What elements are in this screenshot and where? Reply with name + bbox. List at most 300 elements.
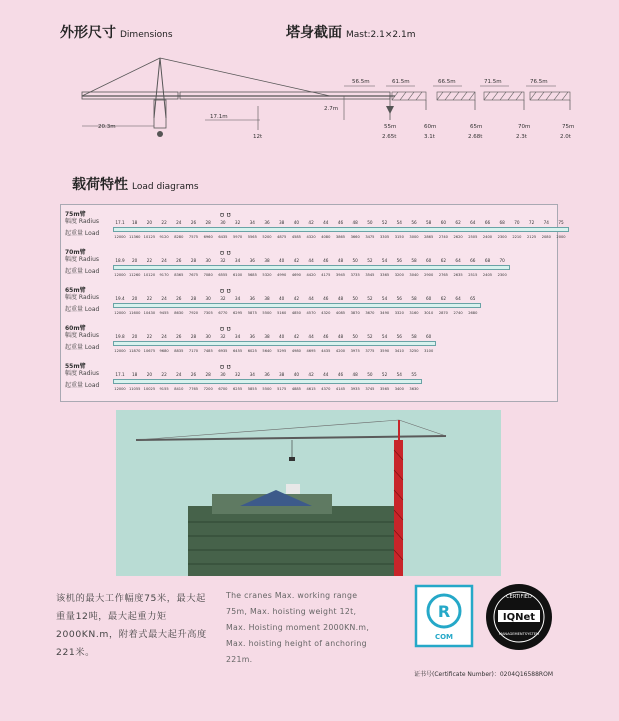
load-value: 11870 [128,349,141,353]
load-value: 2680 [468,311,478,315]
load-value: 3670 [365,311,375,315]
radius-value: 62 [455,220,461,225]
load-value: 11055 [128,387,141,391]
load-value: 5295 [277,349,287,353]
radius-label: 幅度 Radius [65,256,100,263]
load-value: 2400 [482,235,493,239]
radius-value: 28 [205,372,211,377]
load-value: 11600 [128,311,141,315]
load-value: 2635 [453,273,463,277]
radius-value: 46 [337,372,344,377]
radius-value: 24 [176,372,182,377]
load-value: 3545 [365,273,375,277]
radius-value: 38 [279,220,285,225]
dimensions-drawing [0,48,619,158]
segment-tip-2: 2.68t [468,134,483,140]
load-value: 9170 [159,273,169,277]
radius-value: 44 [308,334,314,339]
load-value: 7675 [188,273,199,277]
radius-value: 54 [396,372,402,377]
load-value: 9680 [159,349,169,353]
radius-value: 36 [249,334,255,339]
radius-value: 66 [484,220,491,225]
load-value: 10675 [143,349,156,353]
segment-len-0: 56.5m [352,79,370,85]
load-value: 3160 [409,311,419,315]
radius-value: 54 [381,258,388,263]
load-value: 7080 [203,273,213,277]
hook-icon: ʊ ʊ [219,325,231,333]
segment-len-1: 61.5m [392,79,410,85]
segment-tip-3: 2.3t [516,134,527,140]
radius-value: 54 [381,334,388,339]
radius-value: 18 [132,220,138,225]
radius-value: 36 [249,258,255,263]
radius-value: 58 [411,334,417,339]
segment-label-4: 75m [562,124,575,130]
svg-text:COM: COM [434,633,454,641]
load-value: 3490 [380,311,390,315]
load-value: 2870 [438,311,448,315]
load-value: 12000 [114,273,126,277]
radius-value: 28 [190,258,197,263]
load-value: 5970 [233,235,243,239]
hook-icon: ʊ ʊ [219,287,231,295]
radius-value: 34 [234,296,241,301]
load-value: 4200 [335,349,346,353]
load-value: 3475 [365,235,375,239]
load-value: 3250 [409,349,419,353]
jib-section-length: 17.1m [210,114,228,120]
load-value: 2300 [497,273,507,277]
radius-value: 56 [396,296,402,301]
load-value: 3305 [380,235,390,239]
radius-value: 40 [279,334,285,339]
radius-value: 30 [205,296,211,301]
load-value: 2210 [512,235,522,239]
radius-value: 64 [455,296,461,301]
counter-jib-length: 20.3m [98,124,116,130]
radius-value: 38 [264,258,270,263]
load-value: 5500 [262,311,272,315]
radius-value: 20 [146,372,153,377]
radius-value: 40 [279,296,285,301]
load-value: 2865 [424,235,434,239]
radius-value: 68 [499,220,505,225]
load-value: 6555 [218,273,228,277]
load-value: 12000 [114,311,126,315]
load-bar [113,341,436,346]
load-value: 10025 [143,387,156,391]
radius-value: 55 [411,372,417,377]
load-value: 6935 [218,349,228,353]
load-value: 2125 [527,235,537,239]
load-value: 6960 [203,235,213,239]
segment-len-2: 66.5m [438,79,456,85]
load-value: 7170 [188,349,199,353]
load-value: 3150 [394,235,404,239]
radius-value: 26 [190,372,197,377]
segment-tip-0: 2.65t [382,134,397,140]
radius-value: 30 [220,220,226,225]
radius-value: 62 [440,258,447,263]
load-heading-cn: 载荷特性 [72,177,128,193]
load-value: 7200 [203,387,213,391]
radius-value: 48 [337,258,344,263]
radius-value: 18 [132,372,138,377]
radius-value: 32 [234,220,241,225]
radius-value: 28 [190,296,197,301]
radius-value: 46 [337,220,344,225]
hook-icon: ʊ ʊ [219,211,231,219]
load-value: 7485 [203,349,213,353]
radius-value: 54 [396,220,402,225]
height-label: 2.7m [324,106,339,112]
load-value: 2740 [438,235,448,239]
radius-value: 68 [484,258,491,263]
load-value: 3000 [409,235,419,239]
load-value: 2620 [453,235,463,239]
load-value: 3100 [424,349,434,353]
description-english: The cranes Max. working range 75m, Max. hoisting weight 12t, Max. Hoisting moment 2000KN.m, Max. hoisting height of anchoring 221m. [226,591,370,664]
radius-value: 64 [455,258,461,263]
load-value: 8630 [174,311,184,315]
load-value: 6435 [218,235,228,239]
radius-value: 20 [132,296,138,301]
load-heading-en: Load diagrams [132,182,199,192]
load-value: 9120 [159,235,169,239]
load-value: 6100 [233,273,243,277]
radius-value: 17.1 [115,372,125,377]
load-bar [113,227,569,232]
load-value: 2900 [424,273,434,277]
radius-value: 22 [146,296,153,301]
radius-value: 54 [381,296,388,301]
load-value: 5320 [262,273,272,277]
radius-value: 44 [308,296,314,301]
radius-value: 42 [308,372,314,377]
radius-value: 50 [352,258,358,263]
radius-value: 65 [470,296,476,301]
radius-value: 60 [426,258,432,263]
load-label: 起重量 Load [65,344,100,351]
load-value: 2505 [468,235,478,239]
load-value: 9455 [159,311,169,315]
load-block-name: 70m臂 [65,249,86,256]
load-label: 起重量 Load [65,382,100,389]
radius-value: 32 [220,258,226,263]
radius-value: 60 [426,334,432,339]
load-value: 4615 [306,387,316,391]
radius-value: 52 [381,220,388,225]
load-value: 3010 [424,311,434,315]
load-bar [113,265,510,270]
load-value: 5175 [277,387,287,391]
load-value: 4080 [321,235,331,239]
radius-value: 52 [367,296,373,301]
radius-value: 20 [146,220,153,225]
load-block-name: 75m臂 [65,211,86,218]
load-value: 10120 [143,273,156,277]
load-value: 6770 [218,311,228,315]
certificate-number: 证书号(Certificate Number)：0204Q16588ROM [414,671,554,678]
load-value: 6700 [218,387,228,391]
load-label: 起重量 Load [65,268,100,275]
radius-label: 幅度 Radius [65,294,100,301]
load-value: 3975 [350,349,360,353]
dimensions-heading [60,22,173,42]
load-value: 6455 [233,349,243,353]
segment-tip-1: 3.1t [424,134,435,140]
iqnet-badge [484,582,554,652]
load-value: 5685 [247,273,257,277]
radius-value: 30 [205,258,211,263]
radius-value: 56 [396,258,402,263]
radius-value: 17.1 [115,220,125,225]
radius-value: 48 [352,372,358,377]
radius-value: 64 [470,220,476,225]
load-value: 3630 [409,387,419,391]
radius-value: 26 [176,334,182,339]
load-value: 4145 [335,387,346,391]
radius-value: 28 [190,334,197,339]
load-value: 4690 [291,273,301,277]
load-value: 3865 [335,235,346,239]
radius-label: 幅度 Radius [65,332,100,339]
load-value: 3935 [350,387,360,391]
radius-value: 20 [132,258,138,263]
load-value: 2405 [482,273,493,277]
radius-value: 70 [499,258,505,263]
radius-value: 19.8 [115,334,125,339]
load-value: 3775 [365,349,375,353]
load-value: 4990 [277,273,287,277]
radius-value: 34 [249,372,255,377]
radius-value: 50 [367,372,373,377]
load-value: 4585 [291,235,301,239]
rcom-caption [424,654,426,660]
load-diagram-table [60,204,566,402]
load-block-name: 65m臂 [65,287,86,294]
radius-value: 26 [176,296,182,301]
radius-value: 58 [411,258,417,263]
radius-value: 58 [411,296,417,301]
load-value: 3400 [394,387,404,391]
radius-value: 50 [352,296,358,301]
radius-value: 48 [337,334,344,339]
radius-value: 52 [367,258,373,263]
load-value: 8410 [174,387,184,391]
load-value: 5875 [247,311,257,315]
radius-value: 46 [323,334,329,339]
load-value: 5565 [247,235,257,239]
radius-value: 50 [352,334,358,339]
segment-label-2: 65m [470,124,483,130]
load-block-name: 55m臂 [65,363,86,370]
radius-value: 30 [205,334,211,339]
weight-label: 12t [253,134,263,140]
radius-value: 26 [176,258,182,263]
load-value: 3365 [380,273,390,277]
radius-value: 44 [323,220,329,225]
load-bar [113,303,481,308]
radius-value: 74 [543,220,549,225]
load-value: 3660 [350,235,360,239]
load-heading [72,174,199,194]
load-value: 8280 [174,235,184,239]
radius-value: 40 [293,220,300,225]
radius-value: 72 [528,220,535,225]
load-value: 8365 [174,273,184,277]
radius-value: 34 [234,334,241,339]
radius-value: 42 [293,296,300,301]
load-value: 4085 [335,311,346,315]
load-value: 6255 [233,387,243,391]
load-value: 9155 [159,387,169,391]
load-value: 4850 [291,311,301,315]
load-value: 6295 [233,311,243,315]
radius-value: 32 [234,372,241,377]
load-value: 7575 [188,235,199,239]
radius-value: 44 [308,258,314,263]
load-value: 2765 [438,273,448,277]
radius-value: 52 [367,334,373,339]
radius-value: 34 [249,220,255,225]
load-value: 4175 [321,273,331,277]
load-value: 4435 [321,349,331,353]
hook-icon: ʊ ʊ [219,249,231,257]
radius-value: 22 [146,334,153,339]
segment-tip-4: 2.0t [560,134,571,140]
radius-value: 50 [367,220,373,225]
radius-value: 44 [323,372,329,377]
load-value: 10430 [143,311,156,315]
radius-value: 46 [323,296,329,301]
radius-label: 幅度 Radius [65,218,100,225]
load-value: 11360 [128,235,141,239]
load-label: 起重量 Load [65,306,100,313]
load-value: 3320 [394,311,404,315]
load-value: 4570 [306,311,316,315]
radius-value: 58 [426,220,432,225]
radius-value: 60 [440,220,447,225]
radius-value: 70 [514,220,520,225]
radius-value: 22 [146,258,153,263]
radius-value: 36 [264,220,270,225]
radius-value: 38 [264,334,270,339]
radius-value: 52 [381,372,388,377]
radius-value: 42 [308,220,314,225]
hook-icon: ʊ ʊ [219,363,231,371]
radius-value: 22 [161,220,167,225]
load-value: 12000 [114,235,126,239]
load-value: 6025 [247,349,257,353]
segment-label-0: 55m [384,124,397,130]
load-value: 3200 [394,273,404,277]
load-value: 3410 [394,349,404,353]
load-value: 2000 [556,235,566,239]
segment-label-3: 70m [518,124,531,130]
load-value: 4695 [306,349,316,353]
load-value: 3040 [409,273,419,277]
load-value: 4320 [306,235,316,239]
mast-heading-cn: 塔身截面 [286,25,342,41]
dimensions-heading-en: Dimensions [120,30,173,40]
radius-value: 19.4 [115,296,125,301]
load-value: 3735 [350,273,360,277]
mast-heading [286,22,415,42]
load-value: 3870 [350,311,360,315]
load-value: 4420 [306,273,316,277]
radius-value: 34 [234,258,241,263]
radius-value: 48 [352,220,358,225]
rcom-badge [414,584,474,654]
radius-value: 36 [264,372,270,377]
radius-value: 40 [293,372,300,377]
mast-heading-en: Mast:2.1×2.1m [346,30,416,40]
load-value: 2515 [468,273,478,277]
radius-value: 38 [279,372,285,377]
load-value: 11260 [128,273,141,277]
load-value: 12000 [114,349,126,353]
load-value: 2300 [497,235,507,239]
radius-value: 56 [411,220,417,225]
radius-value: 26 [190,220,197,225]
load-value: 5855 [247,387,257,391]
dimensions-heading-cn: 外形尺寸 [60,25,116,41]
radius-value: 24 [161,334,167,339]
svg-text:R: R [437,602,451,621]
load-value: 10125 [143,235,156,239]
radius-value: 56 [396,334,402,339]
load-value: 5160 [277,311,287,315]
load-value: 5640 [262,349,272,353]
load-value: 3945 [335,273,346,277]
load-value: 7765 [188,387,199,391]
iqnet-top-text: CERTIFIED [506,594,532,600]
radius-value: 66 [470,258,476,263]
iqnet-bottom-text: MANAGEMENTSYSTEM [498,632,540,636]
segment-label-1: 60m [424,124,437,130]
radius-value: 32 [220,334,226,339]
radius-value: 18.9 [115,258,125,263]
radius-value: 36 [249,296,255,301]
load-value: 4980 [291,349,301,353]
radius-value: 42 [293,258,300,263]
load-value: 3590 [380,349,390,353]
load-value: 5500 [262,387,272,391]
radius-value: 60 [426,296,432,301]
description-chinese: 该机的最大工作幅度75米，最大起重量12吨，最大起重力矩2000KN.m，附着式最大起升高度221米。 [56,593,207,658]
radius-value: 24 [161,258,167,263]
load-value: 4885 [291,387,301,391]
load-value: 4320 [321,311,331,315]
radius-value: 24 [161,296,167,301]
load-value: 7920 [188,311,199,315]
load-value: 4370 [321,387,331,391]
radius-value: 38 [264,296,270,301]
load-value: 2740 [453,311,463,315]
radius-value: 75 [558,220,564,225]
radius-value: 32 [220,296,226,301]
radius-value: 42 [293,334,300,339]
load-label: 起重量 Load [65,230,100,237]
load-value: 5200 [262,235,272,239]
iqnet-brand-text: IQNet [502,612,536,623]
crane-photo [116,410,501,576]
load-value: 8835 [174,349,184,353]
radius-value: 24 [176,220,182,225]
